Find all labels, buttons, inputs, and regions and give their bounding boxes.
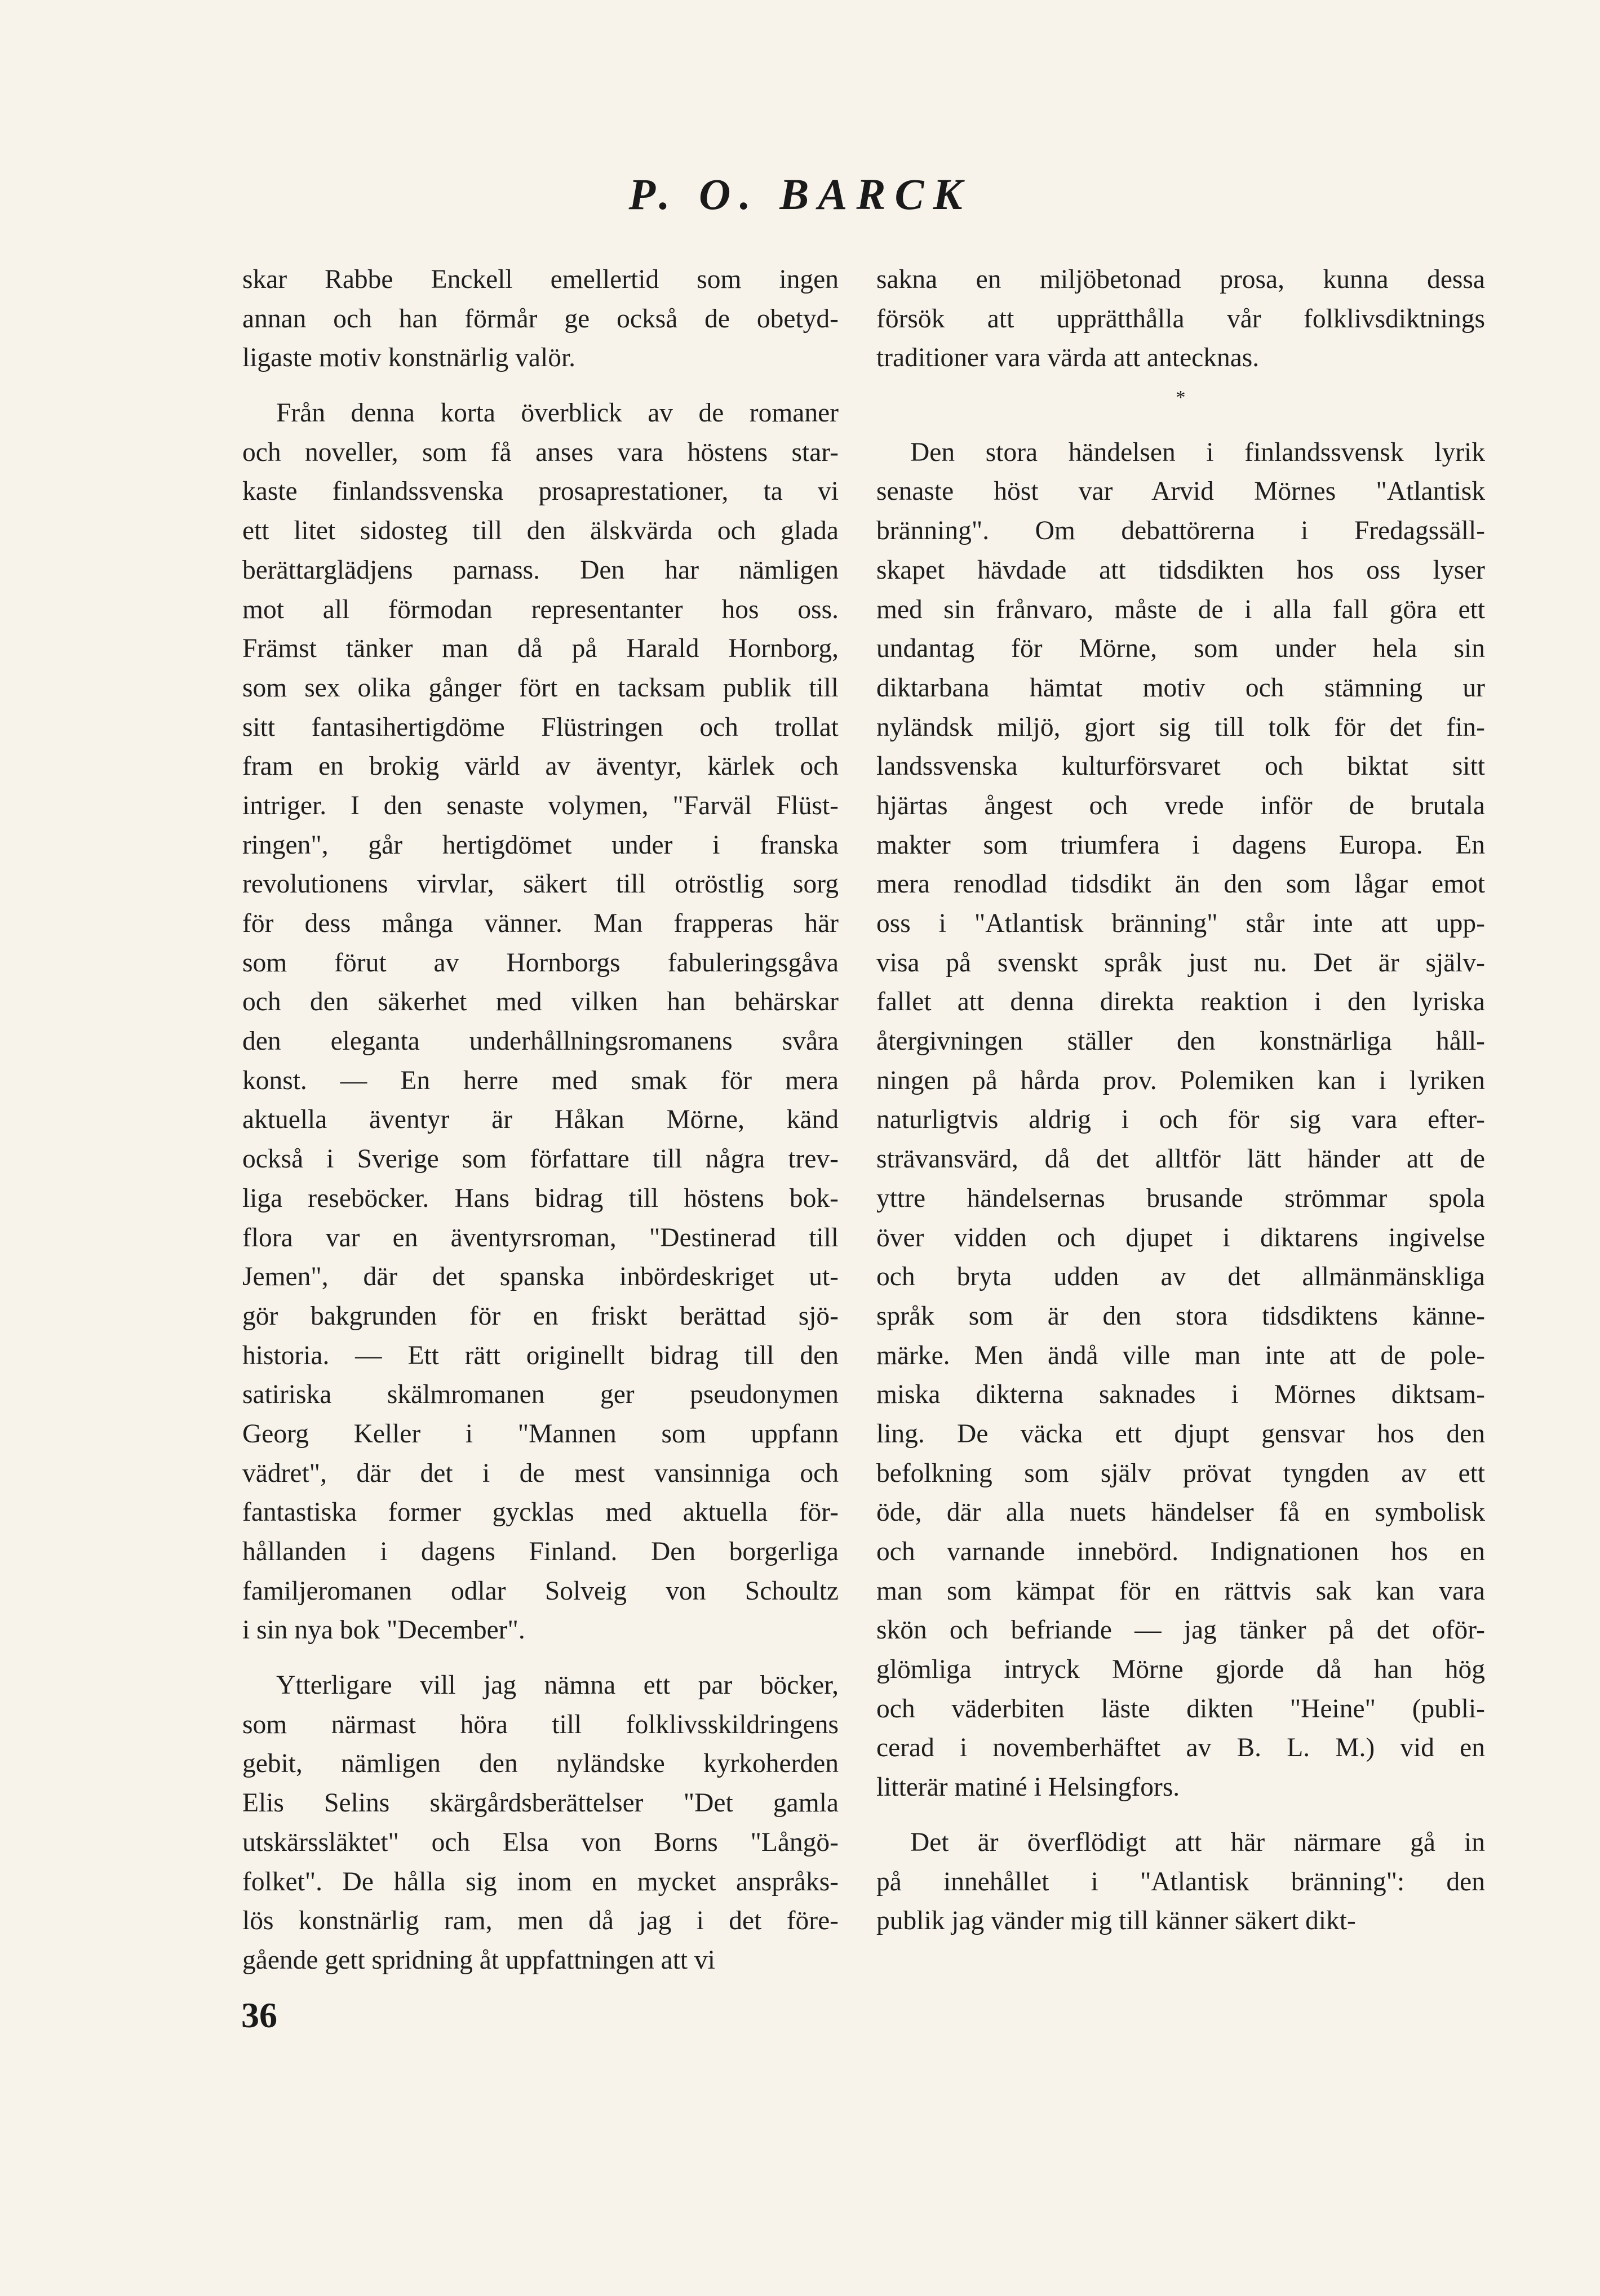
text-line: gör bakgrunden för en friskt berättad sjö- [242, 1301, 839, 1331]
text-line: glömliga intryck Mörne gjorde då han hög [876, 1655, 1485, 1685]
text-line: skar Rabbe Enckell emellertid som ingen [242, 265, 839, 294]
text-line: landssvenska kulturförsvaret och biktat sitt [876, 752, 1485, 781]
text-line: historia. — Ett rätt originellt bidrag till den [242, 1340, 839, 1370]
text-line: på innehållet i "Atlantisk bränning": den [876, 1867, 1485, 1897]
text-line: utskärssläktet" och Elsa von Borns "Långö- [242, 1827, 839, 1857]
text-line: vädret", där det i de mest vansinniga och [242, 1458, 839, 1488]
paragraph [242, 394, 839, 1650]
text-line: också i Sverige som författare till några trev- [242, 1144, 839, 1174]
paragraph [876, 260, 1485, 378]
paragraph [876, 1823, 1485, 1941]
text-line: som förut av Hornborgs fabuleringsgåva [242, 948, 839, 978]
text-line: bränning". Om debattörerna i Fredagssäll- [876, 516, 1485, 546]
paragraph [242, 260, 839, 378]
text-line: mera renodlad tidsdikt än den som lågar emot [876, 869, 1485, 899]
text-line: cerad i novemberhäftet av B. L. M.) vid en [876, 1733, 1485, 1763]
text-line: i sin nya bok "December". [242, 1615, 525, 1645]
right-column [876, 260, 1485, 1941]
text-line: och väderbiten läste dikten "Heine" (publi- [876, 1694, 1485, 1724]
text-line: med sin frånvaro, måste de i alla fall göra ett [876, 594, 1485, 624]
text-line: yttre händelsernas brusande strömmar spola [876, 1183, 1485, 1213]
text-line: kaste finlandssvenska prosaprestationer, ta vi [242, 477, 839, 507]
text-line: liga reseböcker. Hans bidrag till höstens bok- [242, 1183, 839, 1213]
paragraph [242, 1666, 839, 1980]
text-line: hållanden i dagens Finland. Den borgerliga [242, 1537, 839, 1566]
text-line: återgivningen ställer den konstnärliga håll- [876, 1027, 1485, 1056]
text-line: Jemen", där det spanska inbördeskriget ut- [242, 1262, 839, 1292]
text-line: fram en brokig värld av äventyr, kärlek och [242, 752, 839, 781]
text-line: oss i "Atlantisk bränning" står inte att upp- [876, 909, 1485, 938]
text-line: gående gett spridning åt uppfattningen att vi [242, 1945, 715, 1975]
text-line: och noveller, som få anses vara höstens star- [242, 437, 839, 467]
text-line: makter som triumfera i dagens Europa. En [876, 830, 1485, 860]
text-line: litterär matiné i Helsingfors. [876, 1773, 1180, 1802]
text-line: Ytterligare vill jag nämna ett par böcker, [276, 1671, 839, 1700]
text-line: sakna en miljöbetonad prosa, kunna dessa [876, 265, 1485, 294]
text-line: ligaste motiv konstnärlig valör. [242, 343, 576, 373]
section-separator: * [1176, 387, 1186, 408]
text-line: språk som är den stora tidsdiktens känne- [876, 1301, 1485, 1331]
text-line: intriger. I den senaste volymen, "Farväl Flüst- [242, 791, 839, 820]
text-line: flora var en äventyrsroman, "Destinerad till [242, 1223, 839, 1253]
text-line: diktarbana hämtat motiv och stämning ur [876, 673, 1485, 703]
text-line: över vidden och djupet i diktarens ingivelse [876, 1223, 1485, 1253]
text-line: strävansvärd, då det alltför lätt händer att de [876, 1144, 1485, 1174]
text-line: folket". De hålla sig inom en mycket anspråks- [242, 1867, 839, 1897]
text-line: ningen på hårda prov. Polemiken kan i lyriken [876, 1065, 1485, 1095]
text-line: den eleganta underhållningsromanens svåra [242, 1027, 839, 1056]
text-line: ringen", går hertigdömet under i franska [242, 830, 839, 860]
text-line: hjärtas ångest och vrede inför de brutala [876, 791, 1485, 820]
text-line: Den stora händelsen i finlandssvensk lyrik [910, 437, 1485, 467]
text-line: nyländsk miljö, gjort sig till tolk för det fin- [876, 712, 1485, 742]
text-line: Från denna korta överblick av de romaner [276, 398, 839, 428]
text-line: märke. Men ändå ville man inte att de pole- [876, 1340, 1485, 1370]
text-line: Georg Keller i "Mannen som uppfann [242, 1419, 839, 1449]
text-line: fantastiska former gycklas med aktuella för- [242, 1498, 839, 1527]
text-line: öde, där alla nuets händelser få en symbolisk [876, 1498, 1485, 1527]
text-line: satiriska skälmromanen ger pseudonymen [242, 1380, 839, 1410]
text-line: miska dikterna saknades i Mörnes diktsam- [876, 1380, 1485, 1410]
text-line: ling. De väcka ett djupt gensvar hos den [876, 1419, 1485, 1449]
text-line: undantag för Mörne, som under hela sin [876, 634, 1485, 664]
text-line: gebit, nämligen den nyländske kyrkoherden [242, 1749, 839, 1779]
text-line: försök att upprätthålla vår folklivsdiktnings [876, 304, 1485, 334]
text-line: befolkning som själv prövat tyngden av ett [876, 1458, 1485, 1488]
text-line: och den säkerhet med vilken han behärskar [242, 987, 839, 1017]
text-line: Främst tänker man då på Harald Hornborg, [242, 634, 839, 664]
text-line: och bryta udden av det allmänmänskliga [876, 1262, 1485, 1292]
text-line: man som kämpat för en rättvis sak kan vara [876, 1576, 1485, 1606]
left-column [242, 260, 839, 1980]
text-line: fallet att denna direkta reaktion i den lyriska [876, 987, 1485, 1017]
text-line: familjeromanen odlar Solveig von Schoultz [242, 1576, 839, 1606]
text-line: mot all förmodan representanter hos oss. [242, 594, 839, 624]
text-line: ett litet sidosteg till den älskvärda och glada [242, 516, 839, 546]
text-line: annan och han förmår ge också de obetyd- [242, 304, 839, 334]
text-line: publik jag vänder mig till känner säkert dikt- [876, 1906, 1356, 1936]
text-line: för dess många vänner. Man frapperas här [242, 909, 839, 938]
text-line: lös konstnärlig ram, men då jag i det före- [242, 1906, 839, 1936]
text-line: skapet hävdade att tidsdikten hos oss lyser [876, 555, 1485, 585]
text-line: visa på svenskt språk just nu. Det är själv- [876, 948, 1485, 978]
text-line: skön och befriande — jag tänker på det oför- [876, 1615, 1485, 1645]
text-line: revolutionens virvlar, säkert till otröstlig sorg [242, 869, 839, 899]
text-line: Det är överflödigt att här närmare gå in [910, 1827, 1485, 1857]
text-line: sitt fantasihertigdöme Flüstringen och trollat [242, 712, 839, 742]
text-line: naturligtvis aldrig i och för sig vara efter- [876, 1105, 1485, 1135]
text-line: som närmast höra till folklivsskildringens [242, 1709, 839, 1739]
text-line: och varnande innebörd. Indignationen hos en [876, 1537, 1485, 1566]
text-line: aktuella äventyr är Håkan Mörne, känd [242, 1105, 839, 1135]
text-line: Elis Selins skärgårdsberättelser "Det gamla [242, 1788, 839, 1818]
text-line: traditioner vara värda att antecknas. [876, 343, 1260, 373]
text-line: konst. — En herre med smak för mera [242, 1065, 839, 1095]
text-line: som sex olika gånger fört en tacksam publik till [242, 673, 839, 703]
running-header: P. O. BARCK [628, 170, 972, 219]
text-line: senaste höst var Arvid Mörnes "Atlantisk [876, 477, 1485, 507]
page-number: 36 [241, 1995, 277, 2035]
paragraph [876, 433, 1485, 1808]
text-line: berättarglädjens parnass. Den har nämligen [242, 555, 839, 585]
